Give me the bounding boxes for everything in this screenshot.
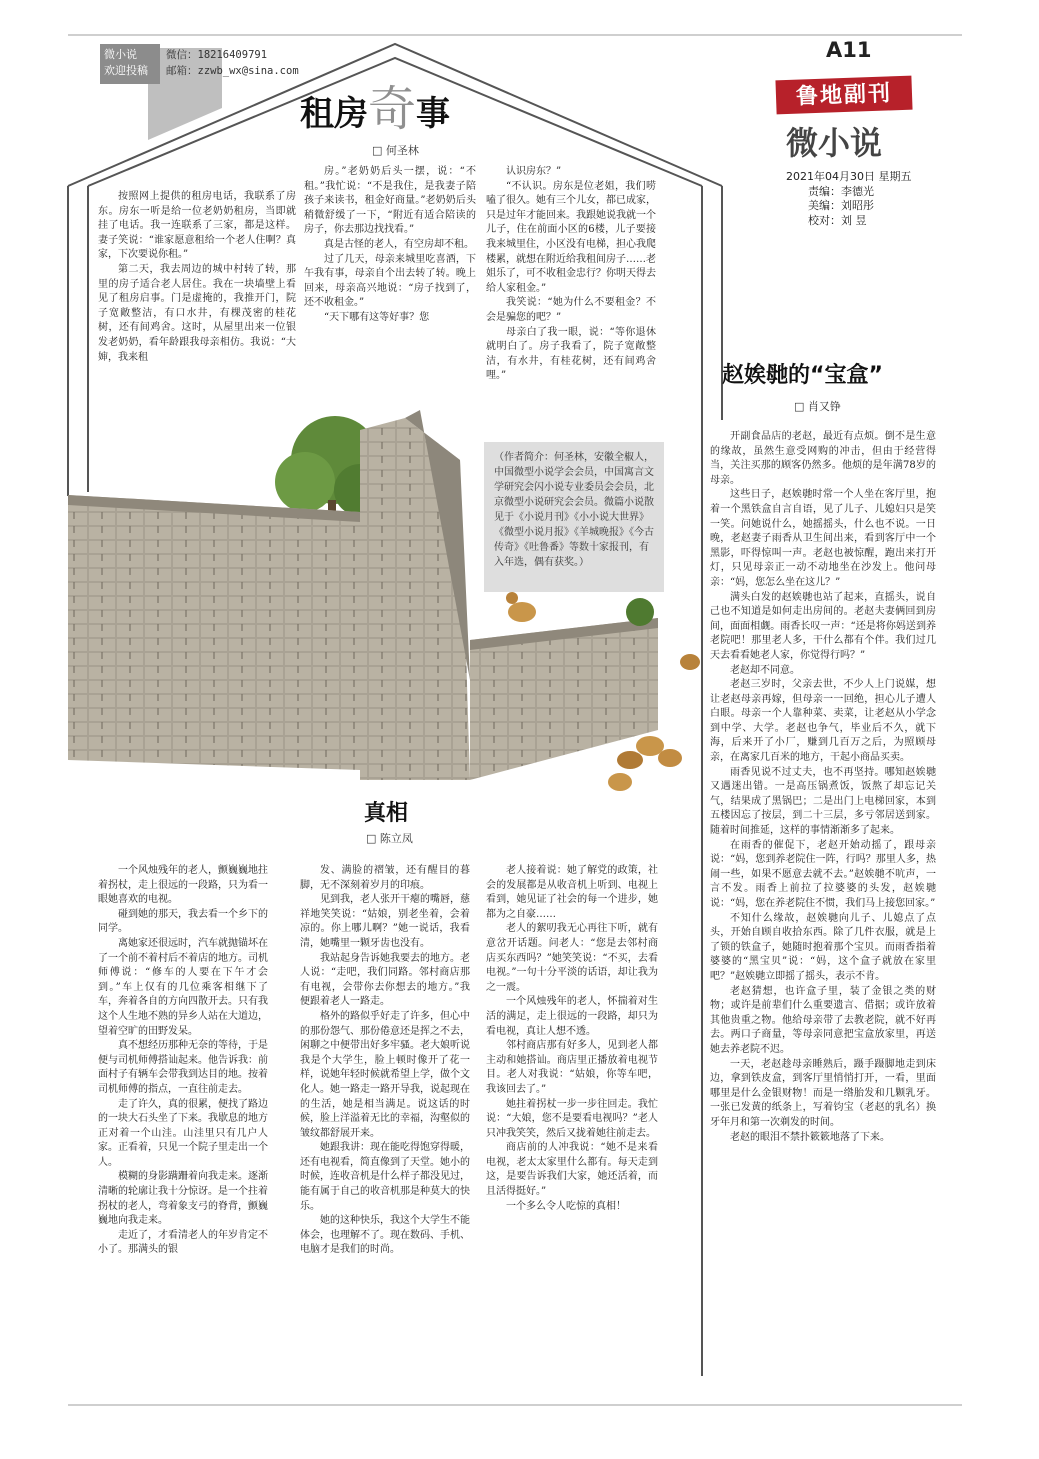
- paragraph: 第二天，我去周边的城中村转了转，那里的房子适合老人居住。我在一块墙壁上看见了租房启事。门是虚掩的，我推开门，院子宽敞整洁，有口水井，有棵茂密的桂花树，还有间鸡舍。这时，从屋里出来一位银发老奶奶，看年龄跟我母亲相仿。我说：“大婶，我来租: [98, 263, 296, 363]
- paragraph: 认识房东？”: [506, 166, 562, 177]
- paragraph: 雨香见说不过丈夫，也不再坚持。哪知赵娭毑又遇迷出错。一是高压锅煮饭，饭熬了却忘记关气，结果成了黑锅巴；二是出门上电梯回家，本到五楼因忘了按层，到二十三层，多亏邻居送到家。随着时间推延，这样的事情渐渐多了起来。: [710, 766, 936, 837]
- story2-author: □ 陈立凤: [366, 832, 413, 845]
- story2-col2: [300, 864, 470, 1258]
- paragraph: 一个风烛残年的老人，颤巍巍地拄着拐杖，走上很远的一段路，只为看一眼她喜欢的电视。: [98, 865, 268, 906]
- submission-tab: [100, 44, 160, 84]
- story1-title: [300, 70, 450, 139]
- paragraph: 模糊的身影蹒跚着向我走来。逐渐清晰的轮廓让我十分惊讶。是一个拄着拐杖的老人，弯着象支弓的脊背，颤巍巍地向我走来。: [98, 1171, 268, 1227]
- paragraph: 她跟我讲：现在能吃得饱穿得暖，还有电视看，简直像到了天堂。她小的时候，连收音机是什么样子都没见过，能有属于自己的收音机那是种莫大的快乐。: [300, 1142, 470, 1212]
- editor-credit: 责编：李德光: [808, 184, 874, 198]
- story2-title: 真相: [364, 801, 409, 826]
- paragraph: 邻村商店那有好多人，见到老人都主动和她搭讪。商店里正播放着电视节目。老人对我说：“姑娘，你等车吧，我该回去了。”: [486, 1040, 658, 1095]
- paragraph: 格外的路似乎好走了许多，但心中的那份怨气、那份倦意还是挥之不去，闲聊之中便带出好多牢骚。老大娘听说我是个大学生，脸上顿时像开了花一样，说她年轻时候就希望上学，做个文化人。她一路走一路开导我，说起现在的生活，她是相当满足。说这话的时候，脸上洋溢着无比的幸福，沟壑似的皱纹都舒展开来。: [300, 1010, 470, 1139]
- story3-title: 赵娭毑的“宝盒”: [722, 363, 883, 388]
- paragraph: 离她家还很远时，汽车就抛锚坏在了一个前不着村后不着店的地方。司机师傅说：“修车的人要在下午才会到。”车上仅有的几位乘客相继下了车，奔着各自的方向四散开去。只有我这个人生地不熟的异乡人站在大道边，望着空旷的田野发呆。: [98, 937, 268, 1037]
- story3-col: [710, 430, 936, 1145]
- paragraph: “不认识。房东是位老姐，我们唠嗑了很久。她有三个儿女，都已成家，只是过年才能回来。我跟她说我就一个儿子，住在前面小区的6楼，儿子要接我来城里住，小区没有电梯，担心我爬楼累，就想在附近给我租间房子……老姐乐了，可不收租金忠行？你明天得去给人家租金。”: [486, 180, 656, 294]
- story2-col3: [486, 864, 658, 1214]
- paragraph: 不知什么缘故，赵娭毑向儿子、儿媳点了点头，开始自顾自收拾东西。除了几件衣服，就是上了锁的铁盒子，她随时抱着那个宝贝。而雨香指着婆婆的“黑宝贝”说：“妈，这个盒子就放在家里吧？”赵娭毑立即摇了摇头，表示不肯。: [710, 912, 936, 982]
- paragraph: 老赵猜想，也许盒子里，装了金银之类的财物；或许是前辈们什么重要遗言、借据；或许放着其他贵重之物。他给母亲带了去教老院，就不好再去。两口子商量，等母亲同意把宝盒放家里，再送她去养老院不迟。: [710, 985, 936, 1055]
- paragraph: 老赵三岁时，父亲去世，不少人上门说媒，想让老赵母亲再嫁，但母亲一一回绝，担心儿子遭人白眼。母亲一个人靠种菜、卖菜，让老赵从小学念到中学、大学。老赵也争气，毕业后不久，就下海，后来开了小厂，赚到几百万之后，为照顾母亲，在离家几百米的地方，干起小商品买卖。: [710, 679, 936, 764]
- title-part-2: 事: [416, 94, 451, 134]
- paragraph: 开副食品店的老赵，最近有点烦。倒不是生意的缘故，虽然生意受网购的冲击，但由于经营得当，关注买那的顾客仍然多。他烦的是年满78岁的母亲。: [710, 431, 936, 486]
- paragraph: 过了几天，母亲来城里吃喜酒，下午我有事，母亲自个出去转了转。晚上回来，母亲高兴地说：“房子找到了，还不收租金。”: [304, 253, 476, 309]
- paragraph: 真是古怪的老人，有空房却不租。: [324, 238, 474, 250]
- paragraph: 我笑说：“她为什么不要租金？不会是骗您的吧？”: [486, 297, 656, 323]
- paragraph: 一个多么令人吃惊的真相！: [506, 1200, 626, 1212]
- story1-col1: [98, 190, 296, 365]
- paragraph: 母亲白了我一眼，说：“等你退休就明白了。房子我看了，院子宽敞整洁，有水井，有桂花树，还有间鸡舍哩。”: [486, 326, 656, 382]
- issue-date: 2021年04月30日 星期五: [786, 170, 912, 183]
- paragraph: 碰到她的那天，我去看一个乡下的同学。: [98, 908, 268, 935]
- story2-col1: [98, 864, 268, 1258]
- issue-meta: [786, 170, 912, 228]
- paragraph: 一天，老赵趁母亲睡熟后，蹑手蹑脚地走到床边，拿到铁皮盒，到客厅里悄悄打开，一看，里面哪里是什么金银财物！而是一绺胎发和几颗乳牙。一张已发黄的纸条上，写着钧宝（老赵的乳名）换牙年月和第一次剃发的时间。: [710, 1058, 936, 1128]
- paragraph: 老赵的眼泪不禁扑簌簌地落了下来。: [730, 1131, 890, 1143]
- wechat-contact: 微信：18216409791: [166, 49, 268, 61]
- paragraph: 发、满脸的褶皱，还有醒目的暮脚，无不深刻着岁月的印痕。: [300, 865, 470, 891]
- tab-line-1: 微小说: [104, 48, 137, 61]
- paragraph: 我站起身告诉她我要去的地方。老人说：“走吧，我们同路。邻村商店那有电视，会带你去你想去的地方。”我便跟着老人一路走。: [300, 952, 470, 1008]
- paragraph: 按照网上提供的租房电话，我联系了房东。房东一听是给一位老奶奶租房，当即就挂了电话。我一连联系了三家，都是这样。妻子笑说：“谁家愿意租给一个老人住啊？真家，下次要说你租。”: [98, 191, 296, 261]
- story1-author: □ 何圣林: [372, 144, 419, 157]
- paragraph: 走近了，才看清老人的年岁肯定不小了。那满头的银: [98, 1229, 268, 1256]
- paragraph: 老赵却不同意。: [730, 664, 800, 676]
- paragraph: 真不想经历那种无奈的等待，于是便与司机师傅搭讪起来。他告诉我：前面村子有辆车会带我到达目的地。按着司机师傅的指点，一直往前走去。: [98, 1040, 268, 1095]
- story1-col3: [486, 165, 656, 384]
- paragraph: 这些日子，赵娭毑时常一个人坐在客厅里，抱着一个黑铁盒自言自语，见了儿子、儿媳妇只是笑一笑。问她说什么，她摇摇头，什么也不说。一日晚，老赵妻子雨香从卫生间出来，看到客厅中一个黑影，吓得惊叫一声。老赵也被惊醒，跑出来打开灯，只见母亲正一动不动地坐在沙发上。他问母亲：“妈，您怎么坐在这儿？”: [710, 489, 936, 588]
- paragraph: 一个风烛残年的老人，怀揣着对生活的满足，走上很远的一段路，却只为看电视，真让人想不透。: [486, 996, 658, 1037]
- author-bio: （作者简介：何圣林，安徽全椒人，中国微型小说学会会员，中国寓言文学研究会闪小说专业委员会会员，北京微型小说研究会会员。微篇小说散见于《小说月刊》《小小说大世界》《微型小说月报》《羊城晚报》《今古传奇》《吐鲁番》等数十家报刊，有入年选，偶有获奖。）: [484, 442, 664, 592]
- paragraph: “天下哪有这等好事？您: [324, 311, 430, 323]
- contact-info: [166, 47, 299, 79]
- brand-logo: 鲁地副刊: [775, 76, 912, 115]
- section-title: 微小说: [786, 124, 883, 162]
- tab-line-2: 欢迎投稿: [104, 64, 148, 77]
- paragraph: 满头白发的赵娭毑也站了起来，直摇头，说自己也不知道是如何走出房间的。老赵夫妻俩回到房间，面面相觑。雨香长叹一声：“还是将你妈送到养老院吧！那里老人多，干什么都有个伴。我们过几天去看看她老人家，你觉得行吗？”: [710, 591, 936, 661]
- email-contact[interactable]: 邮箱：zzwb_wx@sina.com: [166, 65, 299, 77]
- paragraph: 她的这种快乐，我这个大学生不能体会，也理解不了。现在数码、手机、电脑才是我们的时尚。: [300, 1215, 470, 1256]
- title-part-1: 租房: [300, 94, 368, 134]
- paragraph: 老人接着说：她了解党的政策，社会的发展都是从收音机上听到、电视上看到，她见证了社会的每一个进步，她都为之自豪……: [486, 865, 658, 920]
- paragraph: 见到我，老人张开干瘪的嘴唇，慈祥地笑笑说：“姑娘，别老坐着，会着凉的。你上哪儿啊？”她一说话，我看清，她嘴里一颗牙齿也没有。: [300, 894, 470, 949]
- paragraph: 老人的絮叨我无心再往下听，就有意岔开话题。问老人：“您是去邻村商店买东西吗？”她笑笑说：“不买，去看电视。”一句十分平淡的话语，却让我为之一震。: [486, 923, 658, 993]
- story3-author: □ 肖又铮: [794, 400, 841, 413]
- paragraph: 商店前的人冲我说：“她不是来看电视，老太太家里什么都有。每天走到这，是要告诉我们大家，她还活着，而且活得挺好。”: [486, 1142, 658, 1198]
- paragraph: 房。”老奶奶后头一摆，说：“不租。”我忙说：“不是我住，是我妻子陪孩子来读书，租金好商量。”老奶奶后头稍微舒缓了一下，“附近有适合陪读的房子，你去那边找找看。”: [304, 166, 476, 236]
- paragraph: 在雨香的催促下，老赵开始动摇了，跟母亲说：“妈，您到养老院住一阵，行吗？那里人多，热闹一些，如果不愿意去就不去。”赵娭毑不吭声，一言不发。雨香上前拉了拉婆婆的头发，赵娭毑说：“妈，您在养老院住不惯，我们马上接您回家。”: [710, 839, 936, 909]
- title-accent: 奇: [368, 81, 417, 137]
- paragraph: 她拄着拐杖一步一步往回走。我忙说：“大娘，您不是要看电视吗？”老人只冲我笑笑，然后又拢着她往前走去。: [486, 1098, 658, 1139]
- story1-col2: [304, 165, 476, 326]
- paragraph: 走了许久，真的很累，便找了路边的一块大石头坐了下来。我歇息的地方正对着一个山洼。山洼里只有几户人家。正看着，只见一个院子里走出一个人。: [98, 1098, 268, 1168]
- designer-credit: 美编：刘昭彤: [808, 199, 874, 212]
- proofreader-credit: 校对：刘 昱: [808, 213, 867, 227]
- page-number: A11: [826, 38, 872, 62]
